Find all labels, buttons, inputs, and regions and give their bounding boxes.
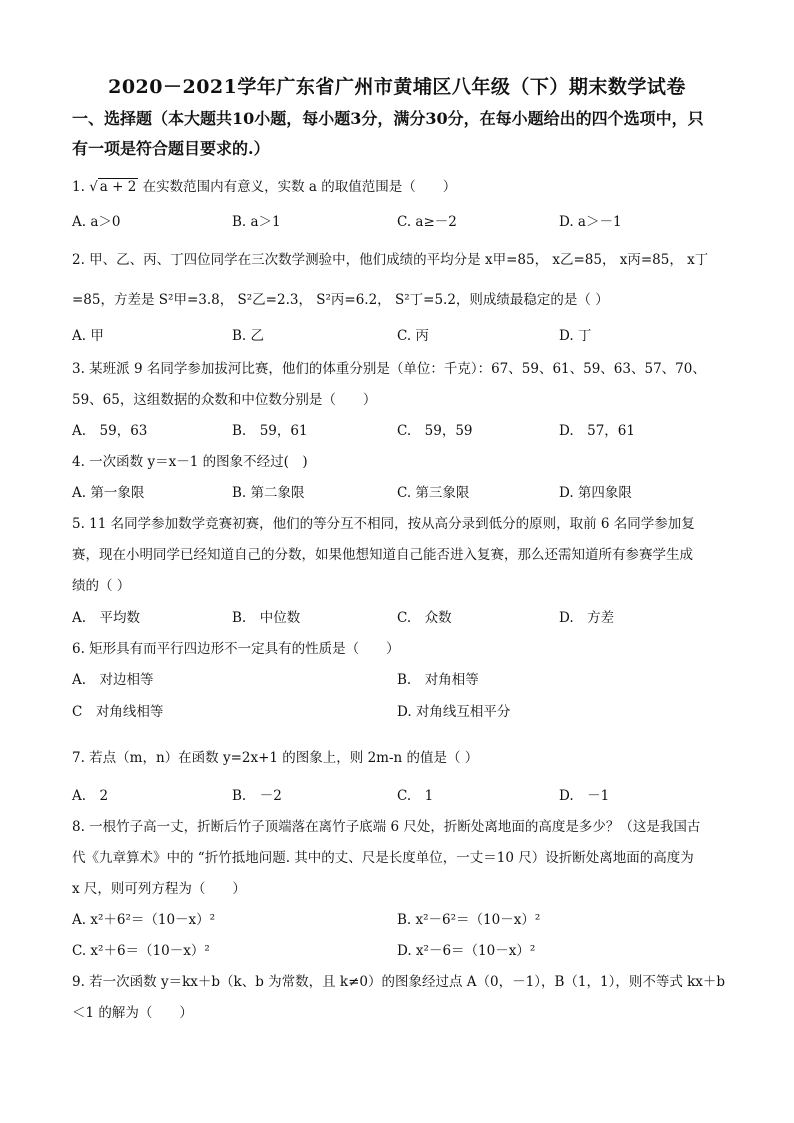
q1-option-c: C. a≥－2 bbox=[397, 214, 457, 230]
q8-option-d: D. x²－6＝（10－x）² bbox=[397, 943, 536, 959]
q8-option-c: C. x²＋6＝（10－x）² bbox=[72, 943, 210, 959]
q6-option-a: A. 对边相等 bbox=[72, 672, 154, 688]
q5-option-c: C. 众数 bbox=[397, 610, 452, 626]
question-7-line1: 7. 若点（m，n）在函数 y=2x+1 的图象上，则 2m-n 的值是（ ） bbox=[72, 750, 479, 766]
q7-option-a: A. 2 bbox=[72, 788, 109, 804]
question-5-line1: 5. 11 名同学参加数学竞赛初赛，他们的等分互不相同，按从高分录到低分的原则，取前 6 名同学参加复 bbox=[72, 516, 695, 532]
question-8-line2: 代《九章算术》中的 “折竹抵地问题. 其中的丈、尺是长度单位，一丈＝10 尺）设折断处离地面的高度为 bbox=[72, 850, 694, 866]
question-5-line2: 赛，现在小明同学已经知道自己的分数，如果他想知道自己能否进入复赛，那么还需知道所有参赛学生成 bbox=[72, 547, 693, 563]
q6-option-c: C 对角线相等 bbox=[72, 704, 164, 720]
page-title: 2020－2021学年广东省广州市黄埔区八年级（下）期末数学试卷 bbox=[108, 76, 686, 98]
q4-option-b: B. 第二象限 bbox=[232, 485, 305, 501]
question-8-line1: 8. 一根竹子高一丈，折断后竹子顶端落在离竹子底端 6 尺处，折断处离地面的高度是多少？（这是我国古 bbox=[72, 819, 701, 835]
question-1-radicand: a + 2 bbox=[99, 179, 137, 195]
q2-option-d: D. 丁 bbox=[559, 328, 592, 344]
q3-option-c: C. 59，59 bbox=[397, 423, 473, 439]
question-8-line3: x 尺，则可列方程为（ ） bbox=[72, 881, 246, 897]
question-2-line2: =85，方差是 S²甲=3.8， S²乙=2.3， S²丙=6.2， S²丁=5.2，则成绩最稳定的是（ ） bbox=[72, 292, 609, 308]
q7-option-c: C. 1 bbox=[397, 788, 434, 804]
q3-option-d: D. 57，61 bbox=[559, 423, 635, 439]
q2-option-c: C. 丙 bbox=[397, 328, 429, 344]
q2-option-a: A. 甲 bbox=[72, 328, 104, 344]
q2-option-b: B. 乙 bbox=[232, 328, 265, 344]
q1-option-d: D. a＞－1 bbox=[559, 214, 622, 230]
q4-option-a: A. 第一象限 bbox=[72, 485, 145, 501]
q8-option-b: B. x²－6²＝（10－x）² bbox=[397, 912, 541, 928]
question-5-line3: 绩的（ ） bbox=[72, 578, 131, 594]
section-heading-line1: 一、选择题（本大题共10小题，每小题3分，满分30分，在每小题给出的四个选项中，只 bbox=[72, 109, 704, 128]
q5-option-d: D. 方差 bbox=[559, 610, 615, 626]
q4-option-c: C. 第三象限 bbox=[397, 485, 470, 501]
q6-option-d: D. 对角线互相平分 bbox=[397, 704, 511, 720]
sqrt-symbol: √ a + 2 bbox=[89, 179, 137, 195]
q6-option-b: B. 对角相等 bbox=[397, 672, 479, 688]
q3-option-b: B. 59，61 bbox=[232, 423, 308, 439]
question-9-line1: 9. 若一次函数 y＝kx＋b（k、b 为常数，且 k≠0）的图象经过点 A（0，－1），B（1，1），则不等式 kx＋b bbox=[72, 974, 726, 990]
q1-option-b: B. a＞1 bbox=[232, 214, 281, 230]
question-4-line1: 4. 一次函数 y＝x－1 的图象不经过( ) bbox=[72, 454, 308, 470]
q5-option-b: B. 中位数 bbox=[232, 610, 301, 626]
question-3-line2: 59、65，这组数据的众数和中位数分别是（ ） bbox=[72, 392, 377, 408]
question-1 bbox=[72, 177, 732, 197]
question-1-number: 1. bbox=[72, 179, 85, 195]
q7-option-b: B. －2 bbox=[232, 788, 282, 804]
q8-option-a: A. x²＋6²＝（10－x）² bbox=[72, 912, 216, 928]
q4-option-d: D. 第四象限 bbox=[559, 485, 632, 501]
question-6-line1: 6. 矩形具有而平行四边形不一定具有的性质是（ ） bbox=[72, 641, 400, 657]
q7-option-d: D. －1 bbox=[559, 788, 610, 804]
question-3-line1: 3. 某班派 9 名同学参加拔河比赛，他们的体重分别是（单位：千克）：67、59、61、59、63、57、70、 bbox=[72, 361, 706, 377]
q3-option-a: A. 59，63 bbox=[72, 423, 148, 439]
question-9-line2: ＜1 的解为（ ） bbox=[72, 1005, 193, 1021]
section-heading-line2: 有一项是符合题目要求的.） bbox=[72, 139, 270, 158]
q1-option-a: A. a＞0 bbox=[72, 214, 121, 230]
question-1-text: 在实数范围内有意义，实数 a 的取值范围是（ ） bbox=[142, 179, 457, 195]
q5-option-a: A. 平均数 bbox=[72, 610, 141, 626]
question-2-line1: 2. 甲、乙、丙、丁四位同学在三次数学测验中，他们成绩的平均分是 x甲=85， x乙=85， x丙=85， x丁 bbox=[72, 252, 709, 268]
